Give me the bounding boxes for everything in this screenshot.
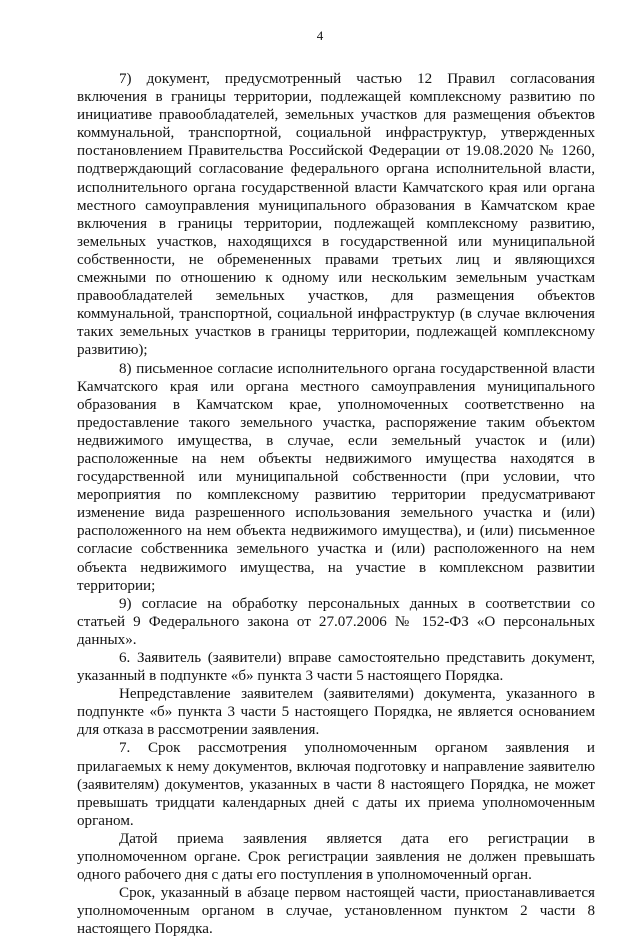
paragraph-item-7: 7) документ, предусмотренный частью 12 Правил согласования включения в границы территории, подлежащей комплексному развитию по инициативе правообладателей, земельных участков для размещения объектов коммунальной, транспортной, социальной инфраструктур, утвержденных постановлением Правительства Российской Федерации от 19.08.2020 № 1260, подтверждающий согласование федерального органа исполнительной власти, исполнительного органа государственной власти Камчатского края или органа местного самоуправления муниципального образования в Камчатском крае включения в границы территории, подлежащей комплексному развитию, земельных участков, находящихся в государственной или муниципальной собственности, не обремененных правами третьих лиц и являющихся смежными по отношению к одному или нескольким земельным участкам правообладателей земельных участков, для размещения объектов коммунальной, транспортной, социальной инфраструктур (в случае включения таких земельных участков в границы территории, подлежащей комплексному развитию); [77, 71, 595, 359]
paragraph-part-7-suspension: Срок, указанный в абзаце первом настоящей части, приостанавливается уполномоченным органом в случае, установленном пунктом 2 части 8 настоящего Порядка. [77, 885, 595, 938]
paragraph-part-7-acceptance-date: Датой приема заявления является дата его регистрации в уполномоченном органе. Срок регистрации заявления не должен превышать одного рабочего дня с даты его поступления в уполномоченный орган. [77, 830, 595, 884]
paragraph-item-8: 8) письменное согласие исполнительного органа государственной власти Камчатского края или органа местного самоуправления муниципального образования в Камчатском крае, уполномоченных соответственно на предоставление такого земельного участка, распоряжение таким объектом недвижимого имущества, в случае, если земельный участок и (или) расположенные на нем объекты недвижимого имущества находятся в государственной или муниципальной собственности (при условии, что мероприятия по комплексному развитию территории предусматривают изменение вида разрешенного использования земельного участка и (или) расположенного на нем объекта недвижимого имущества), и (или) письменное согласие собственника земельного участка и (или) расположенного на нем объекта недвижимого имущества, на участие в комплексном развитии территории; [77, 360, 595, 594]
paragraph-item-9: 9) согласие на обработку персональных данных в соответствии со статьей 9 Федерального закона от 27.07.2006 № 152-ФЗ «О персональных данных». [77, 595, 595, 648]
paragraph-part-7: 7. Срок рассмотрения уполномоченным органом заявления и прилагаемых к нему документов, включая подготовку и направление заявителю (заявителям) документов, указанных в части 8 настоящего Порядка, не может превышать тридцати календарных дней с даты их приема уполномоченным органом. [77, 740, 595, 829]
paragraph-part-6-non-submission: Непредставление заявителем (заявителями) документа, указанного в подпункте «б» пункта 3 части 5 настоящего Порядка, не является основанием для отказа в рассмотрении заявления. [77, 686, 595, 739]
document-body [77, 70, 595, 939]
page-number: 4 [316, 28, 324, 43]
paragraph-part-6: 6. Заявитель (заявители) вправе самостоятельно представить документ, указанный в подпункте «б» пункта 3 части 5 настоящего Порядка. [77, 650, 595, 685]
